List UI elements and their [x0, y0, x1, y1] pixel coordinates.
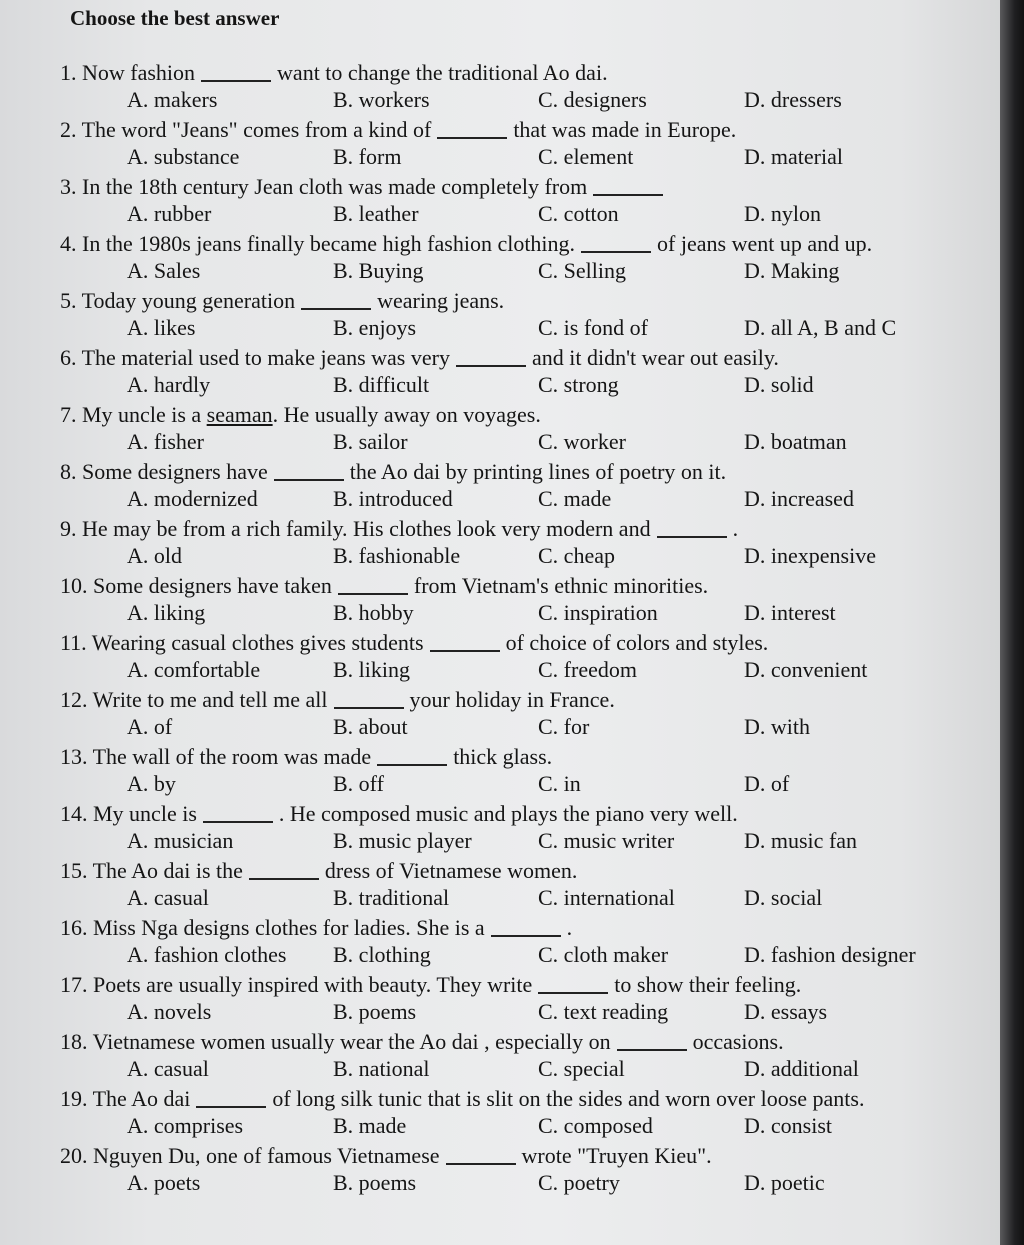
- question-item: [0, 569, 1000, 626]
- option-a: A. comprises: [127, 1113, 244, 1138]
- question-item: [0, 911, 1000, 968]
- option-d: D. additional: [744, 1056, 859, 1081]
- answer-blank: [538, 992, 608, 994]
- question-text-before: 15. The Ao dai is the: [60, 858, 243, 883]
- option-d: D. consist: [744, 1113, 832, 1138]
- question-stem: [60, 345, 779, 371]
- option-c: C. inspiration: [538, 600, 658, 625]
- question-text-after: . He composed music and plays the piano very well.: [278, 801, 738, 826]
- worksheet-heading: Choose the best answer: [70, 6, 280, 30]
- question-stem: [60, 1086, 864, 1112]
- question-stem: [60, 117, 736, 143]
- question-text-after: .: [732, 516, 739, 541]
- answer-blank: [657, 536, 727, 538]
- option-a: A. fisher: [127, 429, 204, 454]
- option-b: B. workers: [333, 87, 430, 112]
- option-b: B. traditional: [333, 885, 450, 910]
- question-text-after: your holiday in France.: [409, 687, 615, 712]
- option-c: C. poetry: [538, 1170, 620, 1195]
- option-d: D. with: [744, 714, 810, 739]
- option-a: A. rubber: [127, 201, 212, 226]
- question-text-before: 18. Vietnamese women usually wear the Ao dai , especially on: [60, 1029, 611, 1054]
- answer-blank: [456, 365, 526, 367]
- question-item: [0, 284, 1000, 341]
- option-c: C. strong: [538, 372, 619, 397]
- option-d: D. increased: [744, 486, 854, 511]
- option-a: A. likes: [127, 315, 196, 340]
- question-item: [0, 170, 1000, 227]
- option-b: B. form: [333, 144, 402, 169]
- question-stem: [60, 801, 738, 827]
- question-text-before: 20. Nguyen Du, one of famous Vietnamese: [60, 1143, 440, 1168]
- question-stem: [60, 858, 577, 884]
- question-text-after: want to change the traditional Ao dai.: [277, 60, 608, 85]
- question-stem: [60, 972, 801, 998]
- option-b: B. poems: [333, 999, 417, 1024]
- question-stem: [60, 630, 768, 656]
- option-d: D. interest: [744, 600, 836, 625]
- option-b: B. off: [333, 771, 384, 796]
- question-text-after: wrote "Truyen Kieu".: [521, 1143, 712, 1168]
- option-a: A. of: [127, 714, 173, 739]
- option-d: D. essays: [744, 999, 828, 1024]
- option-c: C. international: [538, 885, 675, 910]
- question-stem: [60, 174, 669, 200]
- option-a: A. modernized: [127, 486, 258, 511]
- question-text-after: thick glass.: [453, 744, 553, 769]
- underlined-word: seaman: [206, 402, 273, 427]
- question-text-before: 14. My uncle is: [60, 801, 197, 826]
- question-text-before: 6. The material used to make jeans was very: [60, 345, 450, 370]
- question-text-before: 2. The word "Jeans" comes from a kind of: [60, 117, 432, 142]
- question-item: [0, 341, 1000, 398]
- option-d: D. convenient: [744, 657, 868, 682]
- answer-blank: [617, 1049, 687, 1051]
- option-c: C. for: [538, 714, 590, 739]
- option-a: A. substance: [127, 144, 240, 169]
- option-b: B. Buying: [333, 258, 424, 283]
- question-text-after: dress of Vietnamese women.: [324, 858, 578, 883]
- option-d: D. solid: [744, 372, 814, 397]
- answer-blank: [338, 593, 408, 595]
- question-text-after: and it didn't wear out easily.: [531, 345, 779, 370]
- question-item: [0, 398, 1000, 455]
- option-d: D. all A, B and C: [744, 315, 897, 340]
- question-item: [0, 1082, 1000, 1139]
- option-c: C. made: [538, 486, 612, 511]
- answer-blank: [301, 308, 371, 310]
- page-edge-shadow: [1000, 0, 1024, 1245]
- question-stem: [60, 1143, 712, 1169]
- question-stem: [60, 915, 572, 941]
- option-b: B. fashionable: [333, 543, 461, 568]
- question-stem: [60, 288, 504, 314]
- answer-blank: [581, 251, 651, 253]
- question-item: [0, 227, 1000, 284]
- question-stem: [60, 744, 552, 770]
- question-text-before: 11. Wearing casual clothes gives students: [60, 630, 424, 655]
- question-stem: [60, 231, 872, 257]
- answer-blank: [430, 650, 500, 652]
- question-item: [0, 854, 1000, 911]
- option-a: A. by: [127, 771, 176, 796]
- answer-blank: [274, 479, 344, 481]
- question-text-after: of jeans went up and up.: [657, 231, 873, 256]
- option-d: D. Making: [744, 258, 840, 283]
- question-text-after: wearing jeans.: [377, 288, 505, 313]
- question-stem: [60, 1029, 784, 1055]
- option-a: A. novels: [127, 999, 212, 1024]
- question-stem: [60, 687, 615, 713]
- question-stem: [60, 516, 738, 542]
- question-text-before: 8. Some designers have: [60, 459, 268, 484]
- option-b: B. clothing: [333, 942, 431, 967]
- question-item: [0, 113, 1000, 170]
- option-c: C. text reading: [538, 999, 669, 1024]
- question-item: [0, 626, 1000, 683]
- option-b: B. liking: [333, 657, 411, 682]
- option-b: B. difficult: [333, 372, 430, 397]
- answer-blank: [377, 764, 447, 766]
- question-item: [0, 512, 1000, 569]
- option-a: A. fashion clothes: [127, 942, 287, 967]
- question-text-before: 1. Now fashion: [60, 60, 196, 85]
- option-b: B. leather: [333, 201, 419, 226]
- question-text-before: 3. In the 18th century Jean cloth was made completely from: [60, 174, 588, 199]
- option-c: C. composed: [538, 1113, 653, 1138]
- option-d: D. nylon: [744, 201, 821, 226]
- option-b: B. enjoys: [333, 315, 417, 340]
- question-text-before: 7. My uncle is a: [60, 402, 207, 427]
- option-c: C. cloth maker: [538, 942, 669, 967]
- option-b: B. hobby: [333, 600, 414, 625]
- option-c: C. freedom: [538, 657, 637, 682]
- question-stem: [60, 573, 708, 599]
- option-a: A. casual: [127, 885, 209, 910]
- answer-blank: [249, 878, 319, 880]
- option-b: B. made: [333, 1113, 407, 1138]
- option-b: B. about: [333, 714, 408, 739]
- answer-blank: [201, 80, 271, 82]
- question-text-after: occasions.: [692, 1029, 784, 1054]
- question-item: [0, 1025, 1000, 1082]
- question-text-before: 9. He may be from a rich family. His clothes look very modern and: [60, 516, 651, 541]
- question-text-after: of choice of colors and styles.: [505, 630, 769, 655]
- question-text-before: 5. Today young generation: [60, 288, 296, 313]
- option-a: A. makers: [127, 87, 218, 112]
- answer-blank: [491, 935, 561, 937]
- option-a: A. liking: [127, 600, 206, 625]
- option-d: D. music fan: [744, 828, 858, 853]
- answer-blank: [593, 194, 663, 196]
- answer-blank: [437, 137, 507, 139]
- question-item: [0, 1139, 1000, 1196]
- question-stem: [60, 459, 726, 485]
- question-text-before: 10. Some designers have taken: [60, 573, 332, 598]
- question-text-before: 17. Poets are usually inspired with beauty. They write: [60, 972, 533, 997]
- option-d: D. boatman: [744, 429, 847, 454]
- option-a: A. Sales: [127, 258, 201, 283]
- question-item: [0, 455, 1000, 512]
- option-d: D. social: [744, 885, 823, 910]
- option-c: C. music writer: [538, 828, 675, 853]
- option-d: D. of: [744, 771, 790, 796]
- option-a: A. comfortable: [127, 657, 261, 682]
- question-text-after: that was made in Europe.: [513, 117, 737, 142]
- answer-blank: [196, 1106, 266, 1108]
- option-a: A. old: [127, 543, 182, 568]
- option-b: B. national: [333, 1056, 430, 1081]
- option-c: C. cotton: [538, 201, 619, 226]
- option-a: A. musician: [127, 828, 234, 853]
- question-text-before: 13. The wall of the room was made: [60, 744, 372, 769]
- option-b: B. introduced: [333, 486, 453, 511]
- option-c: C. Selling: [538, 258, 627, 283]
- question-text-after: from Vietnam's ethnic minorities.: [413, 573, 709, 598]
- option-c: C. designers: [538, 87, 647, 112]
- question-text-after: to show their feeling.: [614, 972, 802, 997]
- question-text-before: 19. The Ao dai: [60, 1086, 191, 1111]
- question-text-after: the Ao dai by printing lines of poetry on it.: [349, 459, 727, 484]
- question-text-after: . He usually away on voyages.: [272, 402, 541, 427]
- option-d: D. poetic: [744, 1170, 825, 1195]
- option-b: B. music player: [333, 828, 472, 853]
- option-b: B. sailor: [333, 429, 408, 454]
- option-a: A. hardly: [127, 372, 211, 397]
- question-item: [0, 797, 1000, 854]
- question-item: [0, 56, 1000, 113]
- option-a: A. poets: [127, 1170, 201, 1195]
- question-text-before: 4. In the 1980s jeans finally became high fashion clothing.: [60, 231, 576, 256]
- option-c: C. worker: [538, 429, 626, 454]
- question-list: [0, 56, 1000, 1196]
- question-text-before: 16. Miss Nga designs clothes for ladies. She is a: [60, 915, 485, 940]
- option-d: D. material: [744, 144, 843, 169]
- option-d: D. inexpensive: [744, 543, 876, 568]
- question-item: [0, 968, 1000, 1025]
- option-c: C. in: [538, 771, 581, 796]
- option-c: C. cheap: [538, 543, 615, 568]
- option-b: B. poems: [333, 1170, 417, 1195]
- option-d: D. fashion designer: [744, 942, 916, 967]
- question-stem: [60, 402, 541, 428]
- question-item: [0, 740, 1000, 797]
- question-text-before: 12. Write to me and tell me all: [60, 687, 328, 712]
- option-d: D. dressers: [744, 87, 842, 112]
- option-a: A. casual: [127, 1056, 209, 1081]
- question-text-after: .: [566, 915, 573, 940]
- option-c: C. special: [538, 1056, 625, 1081]
- question-text-after: of long silk tunic that is slit on the sides and worn over loose pants.: [272, 1086, 865, 1111]
- option-c: C. element: [538, 144, 634, 169]
- option-c: C. is fond of: [538, 315, 648, 340]
- answer-blank: [334, 707, 404, 709]
- answer-blank: [203, 821, 273, 823]
- question-stem: [60, 60, 608, 86]
- answer-blank: [446, 1163, 516, 1165]
- question-item: [0, 683, 1000, 740]
